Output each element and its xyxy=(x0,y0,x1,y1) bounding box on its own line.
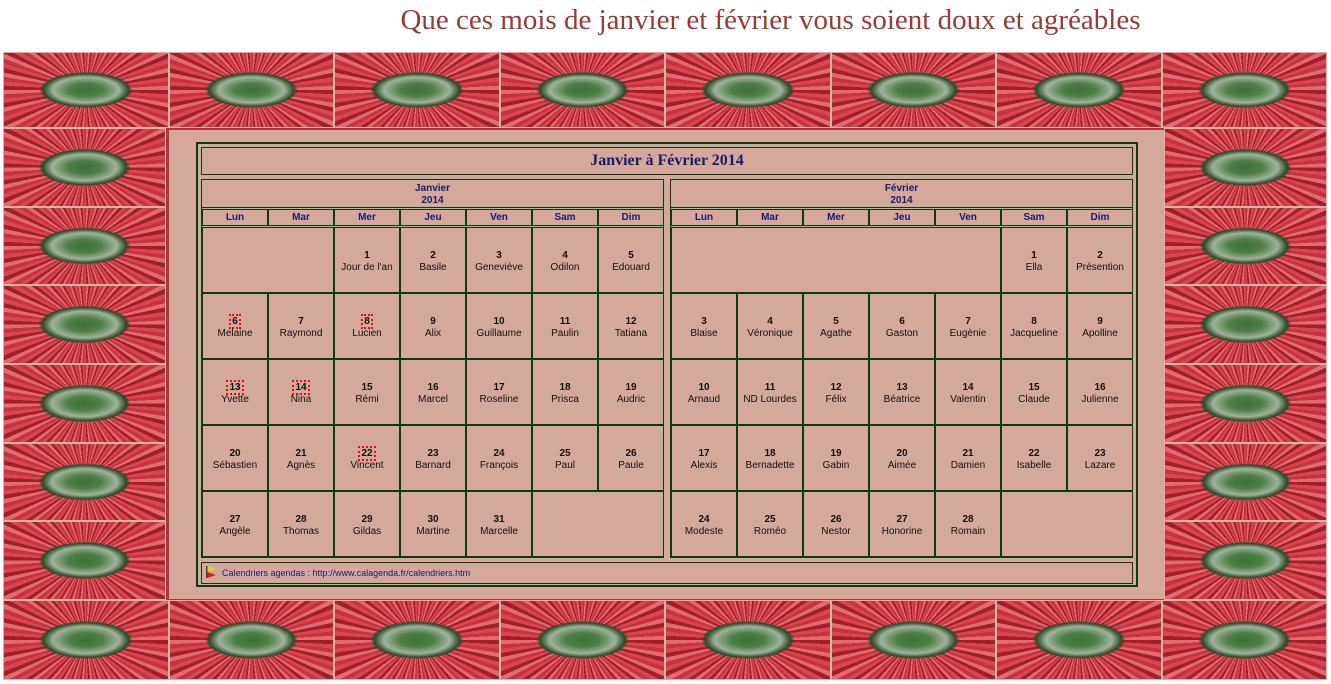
day-number: 16 xyxy=(1094,382,1106,393)
saint-name: Raymond xyxy=(279,328,323,339)
day-cell[interactable] xyxy=(532,293,598,359)
day-cell[interactable] xyxy=(532,359,598,425)
day-number: 12 xyxy=(625,316,637,327)
weekday-header: Jeu xyxy=(400,209,466,226)
decorative-photo-tile xyxy=(831,600,997,680)
day-cell[interactable] xyxy=(671,491,737,557)
calendar-panel xyxy=(169,130,1165,599)
day-cell[interactable] xyxy=(202,425,268,491)
day-cell[interactable] xyxy=(869,293,935,359)
saint-name: Nina xyxy=(290,394,312,405)
day-cell[interactable] xyxy=(202,359,268,425)
decorative-photo-tile xyxy=(1164,207,1327,286)
day-number: 7 xyxy=(965,316,971,327)
day-number: 30 xyxy=(427,514,439,525)
month-year: 2014 xyxy=(421,195,444,206)
weekday-header: Mer xyxy=(803,209,869,226)
weekday-header: Sam xyxy=(532,209,598,226)
saint-name: Présention xyxy=(1076,262,1124,273)
decorative-photo-tile xyxy=(1162,600,1328,680)
decorative-photo-tile xyxy=(1164,128,1327,207)
day-cell[interactable] xyxy=(532,425,598,491)
saint-name: Gildas xyxy=(352,526,382,537)
saint-name: François xyxy=(479,460,519,471)
decorative-photo-tile xyxy=(3,600,169,680)
day-number: 23 xyxy=(1094,448,1106,459)
decorative-photo-tile xyxy=(500,52,666,128)
day-number: 20 xyxy=(896,448,908,459)
day-number: 22 xyxy=(1028,448,1040,459)
day-number: 2 xyxy=(1097,250,1103,261)
day-number: 15 xyxy=(1028,382,1040,393)
day-number: 9 xyxy=(430,316,436,327)
saint-name: Tatiana xyxy=(614,328,648,339)
decorative-photo-tile xyxy=(1164,443,1327,522)
decorative-photo-tile xyxy=(665,52,831,128)
saint-name: Agathe xyxy=(820,328,852,339)
weekday-header: Dim xyxy=(598,209,664,226)
day-cell[interactable] xyxy=(400,491,466,557)
day-cell[interactable] xyxy=(671,359,737,425)
day-number: 13 xyxy=(229,382,241,393)
decorative-photo-tile xyxy=(3,443,166,522)
saint-name: Paul xyxy=(554,460,575,471)
saint-name: Agnès xyxy=(286,460,316,471)
month-header xyxy=(202,180,663,208)
day-cell[interactable] xyxy=(803,293,869,359)
day-number: 14 xyxy=(962,382,974,393)
saint-name: Modeste xyxy=(684,526,724,537)
decorative-photo-tile xyxy=(500,600,666,680)
empty-cell xyxy=(532,491,664,557)
day-number: 14 xyxy=(295,382,307,393)
decorative-photo-tile xyxy=(334,52,500,128)
month-name: Janvier xyxy=(414,183,451,194)
saint-name: Roseline xyxy=(479,394,519,405)
saint-name: Marcel xyxy=(417,394,448,405)
day-cell[interactable] xyxy=(466,491,532,557)
day-number: 17 xyxy=(698,448,710,459)
saint-name: Audric xyxy=(616,394,646,405)
day-number: 24 xyxy=(698,514,710,525)
weekday-header: Mar xyxy=(268,209,334,226)
day-cell[interactable] xyxy=(671,425,737,491)
weekday-header: Lun xyxy=(671,209,737,226)
saint-name: ND Lourdes xyxy=(743,394,797,405)
saint-name: Odilon xyxy=(550,262,580,273)
saint-name: Jour de l'an xyxy=(341,262,393,273)
day-number: 27 xyxy=(896,514,908,525)
saint-name: Paulin xyxy=(551,328,579,339)
page-headline: Que ces mois de janvier et février vous soient doux et agréables xyxy=(400,4,1141,36)
day-number: 22 xyxy=(361,448,373,459)
month-1 xyxy=(670,179,1133,558)
month-0 xyxy=(201,179,664,558)
day-cell[interactable] xyxy=(202,491,268,557)
day-cell[interactable] xyxy=(334,293,400,359)
saint-name: Basile xyxy=(419,262,447,273)
day-number: 6 xyxy=(899,316,905,327)
day-cell[interactable] xyxy=(268,491,334,557)
day-cell[interactable] xyxy=(466,293,532,359)
day-number: 20 xyxy=(229,448,241,459)
decorative-photo-tile xyxy=(3,285,166,364)
day-number: 25 xyxy=(764,514,776,525)
day-cell[interactable] xyxy=(400,359,466,425)
saint-name: Roméo xyxy=(753,526,787,537)
decorative-photo-tile xyxy=(3,207,166,286)
day-number: 12 xyxy=(830,382,842,393)
day-number: 19 xyxy=(625,382,637,393)
day-cell[interactable] xyxy=(598,359,664,425)
day-number: 8 xyxy=(364,316,370,327)
saint-name: Claude xyxy=(1018,394,1050,405)
decorative-photo-tile xyxy=(169,600,335,680)
saint-name: Prisca xyxy=(551,394,579,405)
saint-name: Valentin xyxy=(950,394,986,405)
day-cell[interactable] xyxy=(400,227,466,293)
saint-name: Félix xyxy=(825,394,847,405)
day-number: 5 xyxy=(833,316,839,327)
day-number: 19 xyxy=(830,448,842,459)
day-cell[interactable] xyxy=(803,425,869,491)
saint-name: Honorine xyxy=(881,526,923,537)
month-year: 2014 xyxy=(890,195,913,206)
day-number: 26 xyxy=(830,514,842,525)
saint-name: Edouard xyxy=(612,262,650,273)
saint-name: Rémi xyxy=(355,394,379,405)
day-number: 24 xyxy=(493,448,505,459)
decorative-photo-tile xyxy=(1164,364,1327,443)
day-number: 1 xyxy=(1031,250,1037,261)
decorative-photo-frame xyxy=(3,52,1327,680)
weekday-header: Sam xyxy=(1001,209,1067,226)
day-cell[interactable] xyxy=(1001,227,1067,293)
saint-name: Aimée xyxy=(887,460,917,471)
day-number: 5 xyxy=(628,250,634,261)
day-cell[interactable] xyxy=(202,293,268,359)
day-cell[interactable] xyxy=(532,227,598,293)
day-cell[interactable] xyxy=(737,491,803,557)
day-cell[interactable] xyxy=(334,359,400,425)
weekday-header: Lun xyxy=(202,209,268,226)
day-cell[interactable] xyxy=(466,359,532,425)
day-cell[interactable] xyxy=(598,227,664,293)
saint-name: Melaine xyxy=(217,328,253,339)
day-cell[interactable] xyxy=(466,425,532,491)
saint-name: Barnard xyxy=(415,460,451,471)
saint-name: Jacqueline xyxy=(1010,328,1058,339)
saint-name: Angèle xyxy=(219,526,251,537)
saint-name: Arnaud xyxy=(687,394,721,405)
saint-name: Lazare xyxy=(1084,460,1116,471)
day-number: 26 xyxy=(625,448,637,459)
decorative-photo-tile xyxy=(334,600,500,680)
day-number: 6 xyxy=(232,316,238,327)
saint-name: Blaise xyxy=(690,328,718,339)
day-cell[interactable] xyxy=(1001,359,1067,425)
day-cell[interactable] xyxy=(737,359,803,425)
saint-name: Vincent xyxy=(350,460,384,471)
saint-name: Damien xyxy=(950,460,986,471)
day-number: 23 xyxy=(427,448,439,459)
decorative-photo-tile xyxy=(3,364,166,443)
calendar-footer-link[interactable] xyxy=(201,562,1133,584)
decorative-photo-tile xyxy=(3,52,169,128)
saint-name: Thomas xyxy=(282,526,320,537)
flag-icon xyxy=(206,566,216,578)
day-cell[interactable] xyxy=(400,293,466,359)
saint-name: Isabelle xyxy=(1016,460,1052,471)
day-cell[interactable] xyxy=(935,293,1001,359)
saint-name: Alexis xyxy=(690,460,718,471)
day-cell[interactable] xyxy=(803,491,869,557)
saint-name: Marcelle xyxy=(480,526,518,537)
day-cell[interactable] xyxy=(334,227,400,293)
day-number: 27 xyxy=(229,514,241,525)
decorative-photo-tile xyxy=(1164,521,1327,600)
empty-cell xyxy=(671,227,1001,293)
saint-name: Véronique xyxy=(747,328,793,339)
empty-cell xyxy=(1001,491,1133,557)
saint-name: Yvette xyxy=(221,394,249,405)
decorative-photo-tile xyxy=(3,521,166,600)
month-name: Février xyxy=(884,183,919,194)
day-number: 25 xyxy=(559,448,571,459)
saint-name: Ella xyxy=(1025,262,1043,273)
day-number: 17 xyxy=(493,382,505,393)
day-cell[interactable] xyxy=(1067,227,1133,293)
saint-name: Geneviève xyxy=(475,262,523,273)
day-cell[interactable] xyxy=(935,359,1001,425)
saint-name: Béatrice xyxy=(883,394,921,405)
day-number: 8 xyxy=(1031,316,1037,327)
saint-name: Gabin xyxy=(822,460,850,471)
day-number: 11 xyxy=(764,382,776,393)
saint-name: Lucien xyxy=(352,328,382,339)
day-number: 28 xyxy=(962,514,974,525)
weekday-header: Jeu xyxy=(869,209,935,226)
day-cell[interactable] xyxy=(1001,293,1067,359)
day-cell[interactable] xyxy=(869,359,935,425)
day-number: 1 xyxy=(364,250,370,261)
weekday-header: Ven xyxy=(466,209,532,226)
day-cell[interactable] xyxy=(1067,359,1133,425)
saint-name: Sébastien xyxy=(212,460,258,471)
day-cell[interactable] xyxy=(869,491,935,557)
decorative-photo-tile xyxy=(831,52,997,128)
day-number: 29 xyxy=(361,514,373,525)
weekday-header: Ven xyxy=(935,209,1001,226)
saint-name: Julienne xyxy=(1081,394,1119,405)
day-cell[interactable] xyxy=(737,293,803,359)
day-number: 10 xyxy=(493,316,505,327)
saint-name: Bernadette xyxy=(745,460,795,471)
day-number: 10 xyxy=(698,382,710,393)
weekday-header: Mar xyxy=(737,209,803,226)
day-cell[interactable] xyxy=(935,425,1001,491)
decorative-photo-tile xyxy=(1162,52,1328,128)
day-cell[interactable] xyxy=(268,425,334,491)
day-cell[interactable] xyxy=(935,491,1001,557)
decorative-photo-tile xyxy=(169,52,335,128)
empty-cell xyxy=(202,227,334,293)
day-number: 18 xyxy=(559,382,571,393)
day-number: 7 xyxy=(298,316,304,327)
saint-name: Nestor xyxy=(821,526,851,537)
day-number: 4 xyxy=(767,316,773,327)
saint-name: Eugènie xyxy=(949,328,987,339)
day-number: 28 xyxy=(295,514,307,525)
day-cell[interactable] xyxy=(1067,293,1133,359)
month-header xyxy=(671,180,1132,208)
weekday-header: Dim xyxy=(1067,209,1133,226)
day-cell[interactable] xyxy=(268,293,334,359)
day-cell[interactable] xyxy=(334,425,400,491)
day-cell[interactable] xyxy=(268,359,334,425)
day-cell[interactable] xyxy=(803,359,869,425)
day-number: 4 xyxy=(562,250,568,261)
day-cell[interactable] xyxy=(598,293,664,359)
day-number: 9 xyxy=(1097,316,1103,327)
decorative-photo-tile xyxy=(3,128,166,207)
day-cell[interactable] xyxy=(400,425,466,491)
day-cell[interactable] xyxy=(466,227,532,293)
day-number: 3 xyxy=(496,250,502,261)
saint-name: Apolline xyxy=(1082,328,1118,339)
day-number: 31 xyxy=(493,514,505,525)
day-number: 2 xyxy=(430,250,436,261)
saint-name: Guillaume xyxy=(476,328,522,339)
decorative-photo-tile xyxy=(1164,285,1327,364)
day-cell[interactable] xyxy=(334,491,400,557)
decorative-photo-tile xyxy=(665,600,831,680)
day-number: 21 xyxy=(295,448,307,459)
day-number: 21 xyxy=(962,448,974,459)
saint-name: Alix xyxy=(424,328,442,339)
day-cell[interactable] xyxy=(598,425,664,491)
day-number: 11 xyxy=(559,316,571,327)
day-cell[interactable] xyxy=(1001,425,1067,491)
decorative-photo-tile xyxy=(996,600,1162,680)
day-number: 13 xyxy=(896,382,908,393)
decorative-photo-tile xyxy=(996,52,1162,128)
day-number: 18 xyxy=(764,448,776,459)
footer-text: Calendriers agendas : http://www.calagenda.fr/calendriers.htm xyxy=(222,568,471,578)
day-number: 15 xyxy=(361,382,373,393)
day-cell[interactable] xyxy=(737,425,803,491)
day-number: 16 xyxy=(427,382,439,393)
day-cell[interactable] xyxy=(1067,425,1133,491)
day-cell[interactable] xyxy=(671,293,737,359)
saint-name: Gaston xyxy=(885,328,919,339)
calendar-title: Janvier à Février 2014 xyxy=(201,147,1133,175)
day-number: 3 xyxy=(701,316,707,327)
weekday-header: Mer xyxy=(334,209,400,226)
saint-name: Romain xyxy=(950,526,986,537)
day-cell[interactable] xyxy=(869,425,935,491)
saint-name: Martine xyxy=(416,526,450,537)
saint-name: Paule xyxy=(618,460,644,471)
calendar xyxy=(196,142,1138,587)
